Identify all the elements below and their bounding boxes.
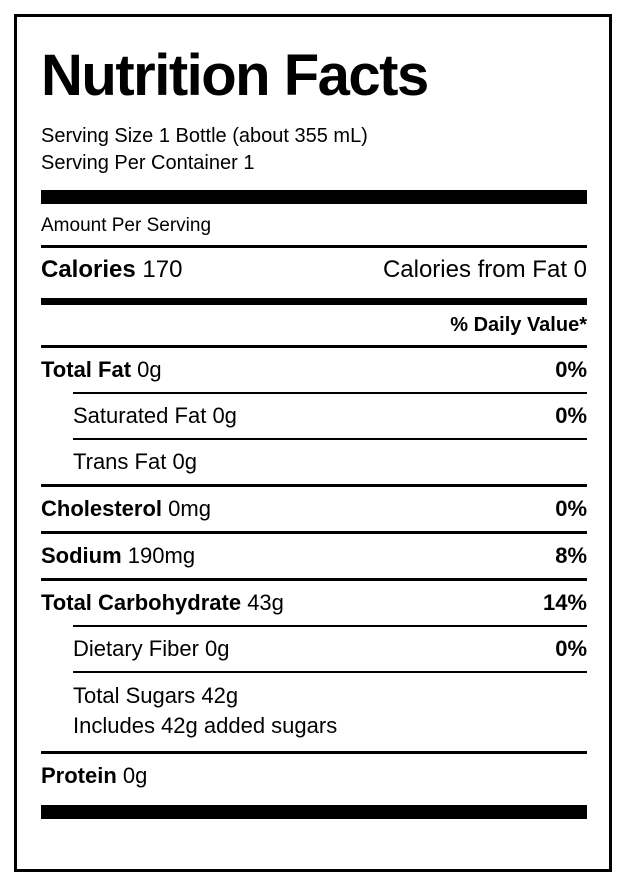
divider-thick-bottom [41, 805, 587, 819]
divider-medium [41, 298, 587, 305]
total-sugars: Total Sugars 42g [73, 683, 239, 708]
total-fat-amount: 0g [137, 357, 162, 382]
row-total-fat [41, 348, 587, 392]
sodium-amount: 190mg [127, 543, 196, 568]
sugars-block [41, 673, 587, 751]
total-fat-name: Total Fat [41, 357, 132, 382]
protein-amount: 0g [122, 762, 148, 788]
calories-from-fat: Calories from Fat 0 [382, 256, 587, 283]
row-calories [41, 248, 587, 292]
amount-per-serving: Amount Per Serving [41, 215, 212, 236]
trans-fat-left [73, 449, 197, 475]
label-content [41, 29, 587, 819]
trans-fat-amount: 0g [172, 449, 197, 474]
calories-left [41, 256, 182, 284]
sodium-name: Sodium [41, 543, 122, 568]
cholesterol-left [41, 496, 211, 522]
total-fat-left [41, 357, 162, 383]
total-carbohydrate-amount: 43g [247, 590, 284, 615]
row-total-carbohydrate [41, 581, 587, 625]
calories-value: 170 [142, 256, 183, 283]
divider-thick-top [41, 190, 587, 204]
daily-value-header: % Daily Value* [450, 314, 587, 336]
nutrition-facts-panel [14, 14, 612, 872]
protein-left [41, 763, 147, 789]
row-saturated-fat [41, 394, 587, 438]
saturated-fat-name: Saturated Fat [73, 403, 207, 428]
saturated-fat-left [73, 403, 237, 429]
serving-size: Serving Size 1 Bottle (about 355 mL) [41, 125, 368, 147]
cholesterol-amount: 0mg [168, 496, 211, 521]
dietary-fiber-left [73, 636, 230, 662]
protein-name: Protein [41, 762, 117, 788]
dietary-fiber-dv: 0% [555, 636, 587, 661]
row-trans-fat [41, 440, 587, 484]
sodium-left [41, 543, 195, 569]
dietary-fiber-name: Dietary Fiber [73, 636, 199, 661]
dietary-fiber-amount: 0g [205, 636, 230, 661]
row-protein [41, 754, 587, 798]
saturated-fat-dv: 0% [555, 403, 587, 428]
total-carbohydrate-dv: 14% [542, 590, 587, 615]
cholesterol-dv: 0% [555, 496, 587, 521]
row-cholesterol [41, 487, 587, 531]
row-dietary-fiber [41, 627, 587, 671]
row-sodium [41, 534, 587, 578]
page-title: Nutrition Facts [41, 43, 428, 108]
saturated-fat-amount: 0g [212, 403, 237, 428]
calories-label: Calories [41, 256, 136, 283]
sodium-dv: 8% [555, 543, 587, 568]
cholesterol-name: Cholesterol [41, 496, 163, 521]
serving-info [41, 123, 587, 177]
total-carbohydrate-left [41, 590, 284, 616]
total-carbohydrate-name: Total Carbohydrate [41, 590, 242, 615]
added-sugars: Includes 42g added sugars [73, 712, 338, 738]
trans-fat-name: Trans Fat [73, 449, 167, 474]
servings-per-container: Serving Per Container 1 [41, 152, 255, 174]
total-fat-dv: 0% [555, 357, 587, 382]
